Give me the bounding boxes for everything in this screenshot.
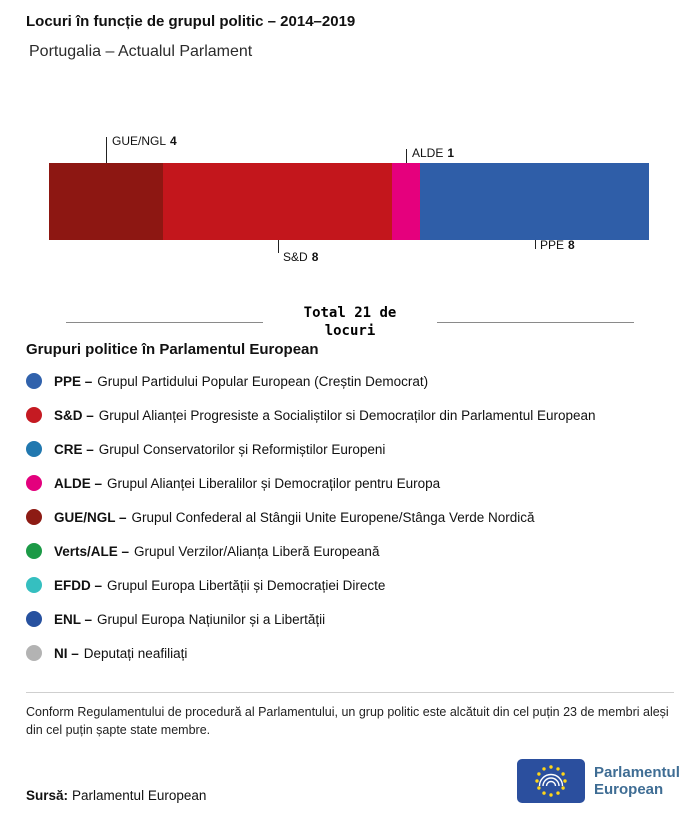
total-rule-right: [437, 322, 634, 323]
legend-item-verts-ale: [26, 534, 676, 568]
legend-color-dot: [26, 577, 42, 593]
source-value: Parlamentul European: [72, 788, 207, 803]
legend-item-ppe: [26, 364, 676, 398]
callout-label-alde: [412, 146, 454, 160]
callout-line-alde: [406, 149, 407, 163]
callout-group-name: ALDE: [412, 146, 444, 160]
political-groups-legend: [26, 364, 676, 670]
callout-seat-count: 4: [170, 134, 177, 148]
source-label: Sursă:: [26, 788, 69, 803]
european-parliament-logo: [517, 759, 680, 803]
callout-line-ppe: [535, 240, 536, 249]
legend-item-label: GUE/NGL – Grupul Confederal al Stângii Unite Europene/Stânga Verde Nordică: [54, 509, 535, 525]
ep-logo-wordmark: Parlamentul European: [594, 764, 680, 798]
legend-item-label: ALDE – Grupul Alianței Liberalilor și Democraților pentru Europa: [54, 475, 441, 491]
ep-flag-icon: [517, 759, 585, 803]
bar-segment-gue-ngl: [49, 163, 163, 240]
callout-label-gue-ngl: [112, 134, 177, 148]
stacked-bar: [49, 163, 649, 240]
legend-item-label: CRE – Grupul Conservatorilor și Reformiștilor Europeni: [54, 441, 386, 457]
callout-label-sd: [283, 250, 318, 264]
legend-item-efdd: [26, 568, 676, 602]
legend-color-dot: [26, 509, 42, 525]
bar-segment-ppe: [420, 163, 649, 240]
legend-item-ni: [26, 636, 676, 670]
page-subtitle: Portugalia – Actualul Parlament: [29, 43, 253, 60]
legend-item-enl: [26, 602, 676, 636]
callout-line-gue-ngl: [106, 137, 107, 163]
legend-color-dot: [26, 407, 42, 423]
callout-seat-count: 8: [311, 250, 319, 264]
seats-stacked-bar-chart: [0, 130, 700, 290]
legend-item-label: Verts/ALE – Grupul Verzilor/Alianța Liberă Europeană: [54, 543, 380, 559]
legend-item-gue-ngl: [26, 500, 676, 534]
legend-color-dot: [26, 645, 42, 661]
legend-item-alde: [26, 466, 676, 500]
source-line: [26, 788, 206, 803]
callout-label-ppe: [540, 238, 575, 252]
legend-item-label: ENL – Grupul Europa Națiunilor și a Libertății: [54, 611, 326, 627]
total-seats-row: [0, 299, 700, 345]
footer-divider: [26, 692, 674, 693]
legend-color-dot: [26, 441, 42, 457]
legend-color-dot: [26, 543, 42, 559]
legend-item-label: S&D – Grupul Alianței Progresiste a Socialiștilor si Democraților din Parlamentul European: [54, 407, 596, 423]
legend-color-dot: [26, 611, 42, 627]
legend-item-label: EFDD – Grupul Europa Libertății și Democrației Directe: [54, 577, 386, 593]
bar-segment-alde: [392, 163, 421, 240]
legend-item-label: NI – Deputați neafiliați: [54, 645, 188, 661]
procedure-note: Conform Regulamentului de procedură al Parlamentului, un grup politic este alcătuit din cel puțin 23 de membri aleși din cel puțin șapte state membre.: [26, 705, 669, 737]
legend-item-label: PPE – Grupul Partidului Popular European (Creștin Democrat): [54, 373, 429, 389]
callout-group-name: PPE: [540, 238, 565, 252]
total-rule-left: [66, 322, 263, 323]
legend-item-sd: [26, 398, 676, 432]
legend-item-cre: [26, 432, 676, 466]
callout-line-sd: [278, 240, 279, 253]
callout-seat-count: 1: [447, 146, 455, 160]
total-seats-label: Total 21 de locuri: [303, 305, 397, 339]
callout-seat-count: 8: [568, 238, 575, 252]
bar-segment-sd: [163, 163, 392, 240]
page-title: Locuri în funcție de grupul politic – 2014–2019: [26, 13, 356, 30]
callout-group-name: S&D: [283, 250, 308, 264]
legend-color-dot: [26, 373, 42, 389]
legend-heading: Grupuri politice în Parlamentul European: [26, 341, 319, 358]
legend-color-dot: [26, 475, 42, 491]
callout-group-name: GUE/NGL: [112, 134, 167, 148]
